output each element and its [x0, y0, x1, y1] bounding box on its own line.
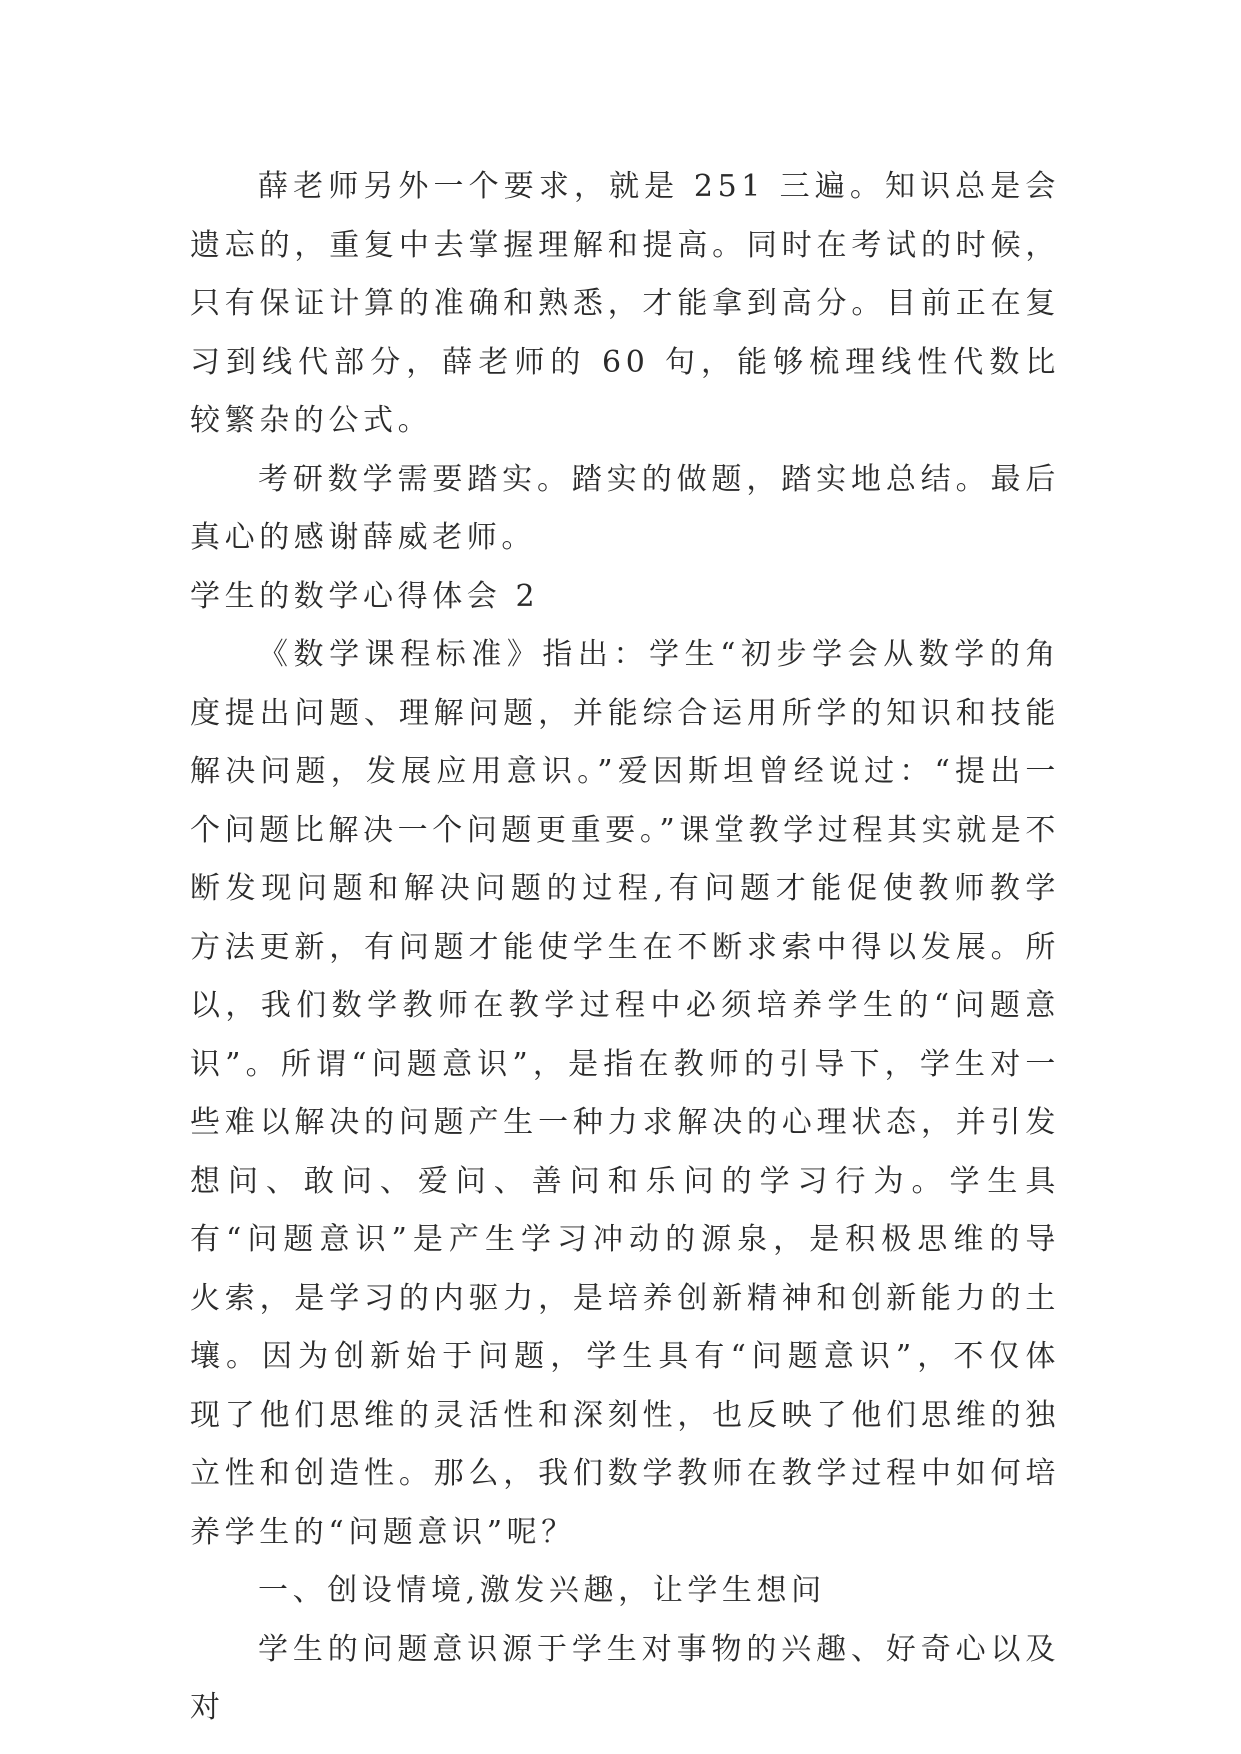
document-page — [190, 158, 1060, 1738]
section-heading: 学生的数学心得体会 2 — [190, 578, 540, 614]
subsection-heading: 一、创设情境,激发兴趣，让学生想问 — [258, 1573, 826, 1608]
body-paragraph: 薛老师另外一个要求，就是 251 三遍。知识总是会遗忘的，重复中去掌握理解和提高。同时在考试的时候，只有保证计算的准确和熟悉，才能拿到高分。目前正在复习到线代部分，薛老师的 60 句，能够梳理线性代数比较繁杂的公式。 — [190, 169, 1060, 438]
body-paragraph: 考研数学需要踏实。踏实的做题，踏实地总结。最后真心的感谢薛威老师。 — [190, 461, 1060, 555]
body-paragraph: 《数学课程标准》指出：学生“初步学会从数学的角度提出问题、理解问题，并能综合运用所学的知识和技能解决问题，发展应用意识。”爱因斯坦曾经说过：“提出一个问题比解决一个问题更重要。”课堂教学过程其实就是不断发现问题和解决问题的过程,有问题才能促使教师教学方法更新，有问题才能使学生在不断求索中得以发展。所以，我们数学教师在教学过程中必须培养学生的“问题意识”。所谓“问题意识”，是指在教师的引导下，学生对一些难以解决的问题产生一种力求解决的心理状态，并引发想问、敢问、爱问、善问和乐问的学习行为。学生具有“问题意识”是产生学习冲动的源泉，是积极思维的导火索，是学习的内驱力，是培养创新精神和创新能力的土壤。因为创新始于问题，学生具有“问题意识”，不仅体现了他们思维的灵活性和深刻性，也反映了他们思维的独立性和创造性。那么，我们数学教师在教学过程中如何培养学生的“问题意识”呢？ — [190, 637, 1060, 1550]
body-paragraph: 学生的问题意识源于学生对事物的兴趣、好奇心以及对 — [190, 1631, 1060, 1725]
